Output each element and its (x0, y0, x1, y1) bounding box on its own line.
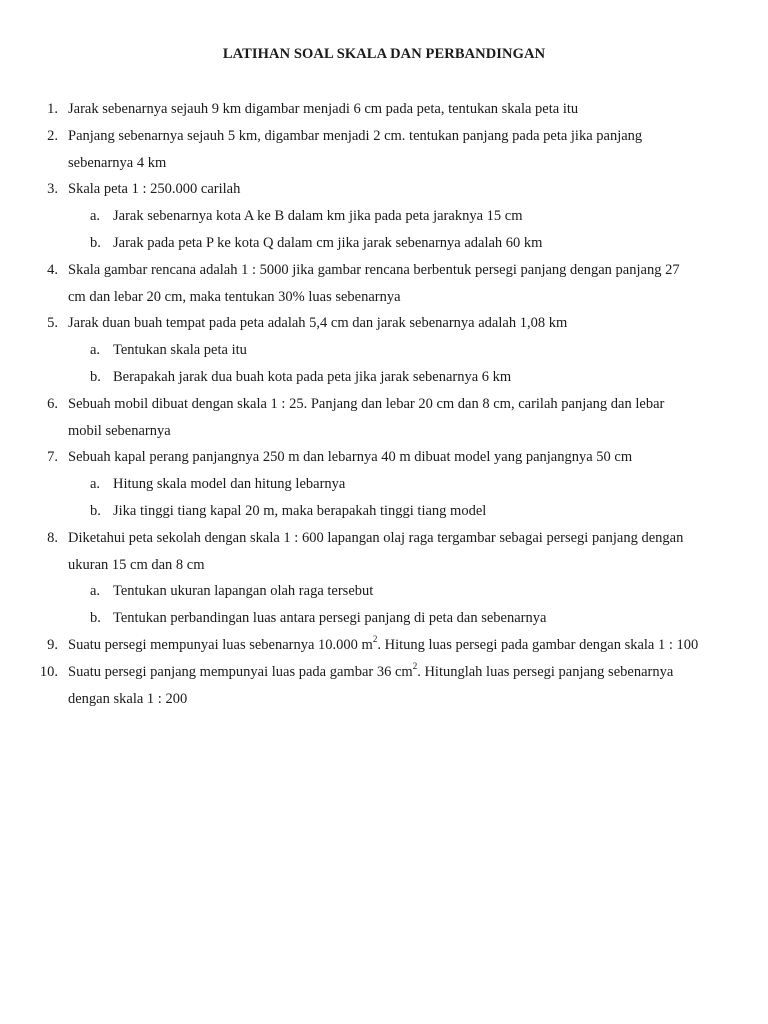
sub-item-letter: a. (90, 476, 101, 493)
sub-item-letter: b. (90, 610, 101, 627)
question-8-sub-b (0, 605, 768, 632)
sub-item-text: Tentukan perbandingan luas antara persegi panjang di peta dan sebenarnya (113, 610, 547, 627)
sub-item-text: Tentukan skala peta itu (113, 342, 247, 359)
sub-item-text: Jarak sebenarnya kota A ke B dalam km jika pada peta jaraknya 15 cm (113, 208, 523, 225)
question-3-sub-b (0, 230, 768, 257)
sub-item-letter: a. (90, 208, 101, 225)
question-number: 6. (47, 395, 58, 412)
sub-item-letter: a. (90, 583, 101, 600)
question-text-after: . Hitung luas persegi pada gambar dengan skala 1 : 100 (377, 636, 699, 653)
question-list (0, 96, 768, 712)
question-number: 10. (39, 663, 58, 680)
question-text (68, 659, 673, 686)
question-text: Jarak duan buah tempat pada peta adalah 5,4 cm dan jarak sebenarnya adalah 1,08 km (68, 315, 568, 332)
sub-item-text: Jika tinggi tiang kapal 20 m, maka berapakah tinggi tiang model (113, 502, 487, 519)
question-text-continuation: dengan skala 1 : 200 (68, 690, 188, 707)
question-3 (0, 176, 768, 203)
question-text: Jarak sebenarnya sejauh 9 km digambar menjadi 6 cm pada peta, tentukan skala peta itu (68, 101, 579, 117)
page-title: LATIHAN SOAL SKALA DAN PERBANDINGAN (222, 46, 546, 62)
question-6 (0, 391, 768, 418)
question-text (68, 632, 698, 659)
question-number: 8. (47, 529, 58, 546)
question-10-continuation (0, 686, 768, 713)
question-7 (0, 444, 768, 471)
question-number: 3. (47, 181, 58, 198)
sub-item-letter: b. (90, 368, 101, 385)
question-6-continuation (0, 418, 768, 445)
question-10 (0, 659, 768, 686)
question-5 (0, 310, 768, 337)
question-text: Skala peta 1 : 250.000 carilah (68, 181, 241, 198)
question-7-sub-b (0, 498, 768, 525)
sub-item-text: Berapakah jarak dua buah kota pada peta jika jarak sebenarnya 6 km (113, 368, 512, 385)
sub-item-letter: b. (90, 234, 101, 251)
sub-item-letter: a. (90, 342, 101, 359)
question-text: Diketahui peta sekolah dengan skala 1 : 600 lapangan olaj raga tergambar sebagai persegi panjang dengan (68, 529, 684, 546)
question-number: 2. (47, 127, 58, 144)
question-7-sub-a (0, 471, 768, 498)
question-8-continuation (0, 552, 768, 579)
superscript: 2 (412, 660, 418, 671)
question-text-continuation: cm dan lebar 20 cm, maka tentukan 30% luas sebenarnya (68, 288, 401, 305)
question-number: 9. (47, 636, 58, 653)
question-text-continuation: ukuran 15 cm dan 8 cm (68, 556, 205, 573)
question-2 (0, 123, 768, 150)
question-text-before: Suatu persegi panjang mempunyai luas pada gambar 36 cm (68, 663, 413, 680)
sub-item-text: Jarak pada peta P ke kota Q dalam cm jika jarak sebenarnya adalah 60 km (113, 234, 543, 251)
question-text-before: Suatu persegi mempunyai luas sebenarnya 10.000 m (68, 636, 373, 653)
superscript: 2 (372, 634, 378, 645)
question-4-continuation (0, 284, 768, 311)
question-9 (0, 632, 768, 659)
sub-item-letter: b. (90, 502, 101, 519)
question-text: Sebuah mobil dibuat dengan skala 1 : 25. Panjang dan lebar 20 cm dan 8 cm, carilah panjang dan lebar (68, 395, 665, 412)
sub-item-text: Hitung skala model dan hitung lebarnya (113, 476, 346, 493)
question-4 (0, 257, 768, 284)
question-1 (0, 96, 768, 123)
question-number: 1. (47, 101, 58, 117)
question-text: Panjang sebenarnya sejauh 5 km, digambar menjadi 2 cm. tentukan panjang pada peta jika panjang (68, 127, 643, 144)
question-text: Sebuah kapal perang panjangnya 250 m dan lebarnya 40 m dibuat model yang panjangnya 50 cm (68, 449, 633, 466)
question-5-sub-b (0, 364, 768, 391)
question-text: Skala gambar rencana adalah 1 : 5000 jika gambar rencana berbentuk persegi panjang dengan panjang 27 (68, 261, 680, 278)
question-8-sub-a (0, 578, 768, 605)
question-text-continuation: mobil sebenarnya (68, 422, 171, 439)
question-text-after: . Hitunglah luas persegi panjang sebenarnya (417, 663, 674, 680)
question-3-sub-a (0, 203, 768, 230)
question-number: 5. (47, 315, 58, 332)
question-number: 7. (47, 449, 58, 466)
question-5-sub-a (0, 337, 768, 364)
question-8 (0, 525, 768, 552)
question-text-continuation: sebenarnya 4 km (68, 154, 167, 171)
question-2-continuation (0, 150, 768, 177)
sub-item-text: Tentukan ukuran lapangan olah raga tersebut (113, 583, 374, 600)
question-number: 4. (47, 261, 58, 278)
